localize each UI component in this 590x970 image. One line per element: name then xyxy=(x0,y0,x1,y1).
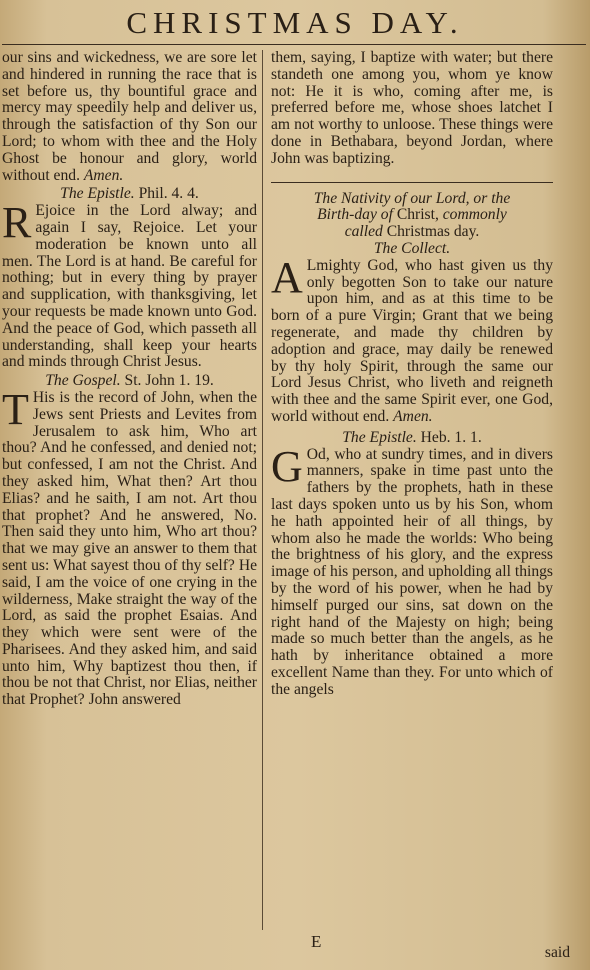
gospel-heading: The Gospel. xyxy=(45,372,121,390)
right-column xyxy=(271,50,553,942)
feast-title-line-1: The Nativity of our Lord, or the xyxy=(313,189,511,207)
collect-paragraph xyxy=(271,252,553,426)
hebrews-heading-line xyxy=(271,430,553,447)
gospel-heading-line xyxy=(2,373,257,390)
epistle-paragraph xyxy=(2,198,257,371)
column-divider xyxy=(262,50,263,930)
gospel-drop-initial: T xyxy=(2,384,29,434)
collect-heading: The Collect. xyxy=(373,239,451,257)
catchword: said xyxy=(544,944,570,961)
section-rule xyxy=(271,182,553,183)
feast-title-line-3 xyxy=(271,224,553,241)
collect-drop-initial: A xyxy=(271,252,303,302)
feast-title-christ: Christ, xyxy=(396,206,439,224)
gospel-text: His is the record of John, when the Jews sent Priests and Levites from Jerusalem to ask him, Who art thou? And he confessed, and denied not; but confessed, I am not the Christ. And they asked him, What then? Art thou Elias? and he saith, I am not. Art thou that prophet? And he answered, No. Then said they unto him, Who art thou? that we may give an answer to them that sent us: What sayest thou of thy self? He said, I am the voice of one crying in the wilderness, Make straight the way of the Lord, as said the prophet Esaias. And they which were sent were of the Pharisees. And they asked him, and said unto him, Why baptizest thou then, if thou be not that Christ, nor Elias, neither that Prophet? John answered xyxy=(2,388,257,709)
feast-title-birthday: Birth-day of xyxy=(317,206,393,224)
hebrews-drop-initial: G xyxy=(271,441,303,491)
gospel-continued-text: them, saying, I baptize with water; but there standeth one among you, whom ye know not: He it is who, coming after me, is preferred before me, whose shoes latchet I am not worthy to unloose. These things were done in Bethabara, beyond Jordan, where John was baptizing. xyxy=(271,50,553,167)
header-rule xyxy=(2,44,586,45)
epistle-heading: The Epistle. xyxy=(60,185,135,203)
epistle-heading-line xyxy=(2,186,257,203)
signature-mark: E xyxy=(311,932,322,951)
prayer-text: our sins and wickedness, we are sore let and hindered in running the race that is set before us, thy bountiful grace and mercy may speedily help and deliver us, through the satisfaction of thy Son our Lord; to whom with thee and the Holy Ghost be honour and glory, world without end. xyxy=(2,50,257,184)
collect-amen: Amen. xyxy=(393,407,433,425)
hebrews-paragraph xyxy=(271,441,553,699)
gospel-paragraph xyxy=(2,384,257,709)
gospel-continued-paragraph xyxy=(271,50,553,168)
prayer-paragraph xyxy=(2,50,257,184)
running-head: CHRISTMAS DAY. xyxy=(126,5,464,40)
feast-title-christmas-day: Christmas day. xyxy=(386,223,480,241)
hebrews-reference: Heb. 1. 1. xyxy=(420,428,482,446)
hebrews-text: Od, who at sundry times, and in divers manners, spake in time past unto the fathers by the prophets, hath in these last days spoken unto us by his Son, whom he hath appointed heir of all things, by whom also he made the worlds: Who being the brightness of his glory, and the express image of his person, and upholding all things by the word of his power, when he had by himself purged our sins, sat down on the right hand of the Majesty on high; being made so much better than the angels, as he hath by inheritance obtained a more excellent Name than they. For unto which of the angels xyxy=(271,445,553,698)
gospel-reference: St. John 1. 19. xyxy=(124,372,214,390)
left-column xyxy=(2,50,257,942)
feast-title-called: called xyxy=(344,223,383,241)
feast-title-commonly: commonly xyxy=(442,206,507,224)
prayer-amen: Amen. xyxy=(83,166,124,184)
collect-text: Lmighty God, who hast given us thy only begotten Son to take our nature upon him, and as at this time to be born of a pure Virgin; Grant that we being regenerate, and made thy children by adoption and grace, may daily be renewed by thy holy Spirit, through the same our Lord Jesus Christ, who liveth and reigneth with thee and the same Spirit ever, one God, world without end. xyxy=(271,256,553,425)
feast-title-line-2 xyxy=(271,207,553,224)
epistle-text: Ejoice in the Lord alway; and again I say, Rejoice. Let your moderation be known unto all men. The Lord is at hand. Be careful for nothing; but in every thing by prayer and supplication, with thanksgiving, let your requests be made known unto God. And the peace of God, which passeth all understanding, shall keep your hearts and minds through Christ Jesus. xyxy=(2,202,257,371)
hebrews-epistle-heading: The Epistle. xyxy=(342,428,417,446)
epistle-drop-initial: R xyxy=(2,198,32,248)
epistle-reference: Phil. 4. 4. xyxy=(138,185,199,203)
